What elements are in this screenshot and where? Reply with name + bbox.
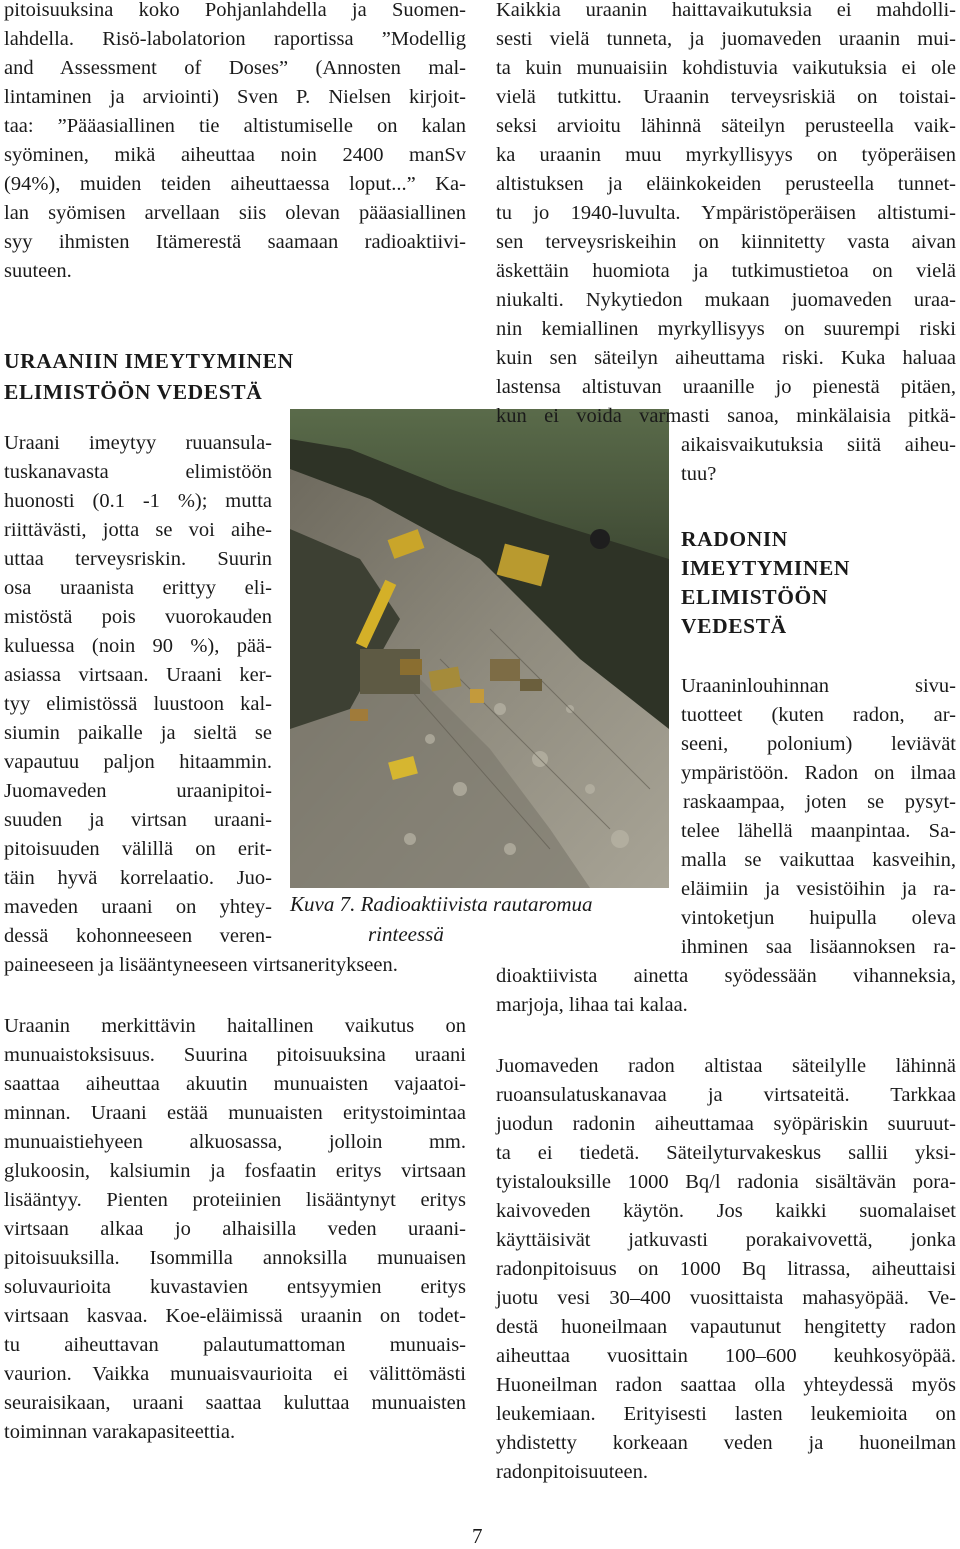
text-line: osa uraanista erittyy eli- bbox=[4, 577, 272, 599]
text-line: dessä kohonneeseen veren- bbox=[4, 925, 272, 947]
text-line: huonosti (0.1 -1 %); mutta bbox=[4, 490, 272, 512]
caption-line: rinteessä bbox=[368, 922, 444, 946]
text-line: minnan. Uraani estää munuaisten eritystoimintaa bbox=[4, 1102, 466, 1124]
text-line: glukoosin, kalsiumin ja fosfaatin eritys virtsaan bbox=[4, 1160, 466, 1182]
text-line: tyistalouksille 1000 Bq/l radonia sisältävän pora- bbox=[496, 1171, 956, 1193]
text-line: seeni, polonium) leviävät bbox=[681, 733, 956, 755]
text-line: lan syömisen arvellaan siis olevan pääasiallinen bbox=[4, 202, 466, 224]
text-line: käyttäisivät jatkuvasti porakaivovettä, jonka bbox=[496, 1229, 956, 1251]
text-line: vapautuu paljon hitaammin. bbox=[4, 751, 272, 773]
text-line: paineeseen ja lisääntyneeseen virtsaneritykseen. bbox=[4, 954, 398, 976]
text-line: asiassa virtsaan. Uraani ker- bbox=[4, 664, 272, 686]
text-line: syöminen, mikä aiheuttaa noin 2400 manSv bbox=[4, 144, 466, 166]
text-line: toiminnan varakapasiteettia. bbox=[4, 1421, 236, 1443]
text-line: saattaa aiheuttaa akuutin munuaisten vajaatoi- bbox=[4, 1073, 466, 1095]
text-line: virtsaan kasvaa. Koe-eläimissä uraanin on todet- bbox=[4, 1305, 466, 1327]
text-line: eläimiin ja vesistöihin ja ra- bbox=[681, 878, 956, 900]
text-line: ruoansulatuskanavaa ja virtsateitä. Tarkkaa bbox=[496, 1084, 956, 1106]
text-line: kaivoveden käytön. Jos kaikki suomalaiset bbox=[496, 1200, 956, 1222]
text-line: munuaistiehyeen alkuosassa, jolloin mm. bbox=[4, 1131, 466, 1153]
text-line: juotu vesi 30–400 vuosittaista mahasyöpää. Ve- bbox=[496, 1287, 956, 1309]
text-line: aikaisvaikutuksia siitä aiheu- bbox=[681, 434, 956, 456]
text-line: Juomaveden radon altistaa säteilylle lähinnä bbox=[496, 1055, 956, 1077]
text-line: altistuksen ja eläinkokeiden perusteella tunnet- bbox=[496, 173, 956, 195]
scrap-metal-hillside-photo bbox=[290, 409, 669, 888]
text-line: vintoketjun huipulla oleva bbox=[681, 907, 956, 929]
text-line: virtsaan alkaa jo alhaisilla veden uraani- bbox=[4, 1218, 466, 1240]
text-line: kuin sen säteilyn aiheuttama riski. Kuka haluaa bbox=[496, 347, 956, 369]
text-line: tyy elimistössä luustoon kal- bbox=[4, 693, 272, 715]
text-line: ihminen saa lisäannoksen ra- bbox=[681, 936, 956, 958]
text-line: dioaktiivista ainetta syödessään vihanneksia, bbox=[496, 965, 956, 987]
text-line: lisääntyy. Pienten proteiinien lisääntynyt eritys bbox=[4, 1189, 466, 1211]
text-line: tu aiheuttavan palautumattoman munuais- bbox=[4, 1334, 466, 1356]
text-line: tuskanavasta elimistöön bbox=[4, 461, 272, 483]
text-line: suuteen. bbox=[4, 260, 72, 282]
text-line: destä huoneilmaan vapautunut hengitetty radon bbox=[496, 1316, 956, 1338]
text-line: juodun radonin aiheuttamaa syöpäriskin suuruut- bbox=[496, 1113, 956, 1135]
text-line: soluvaurioita kuvastavien entsyymien eritys bbox=[4, 1276, 466, 1298]
text-line: Huoneilman radon saattaa olla yhteydessä myös bbox=[496, 1374, 956, 1396]
text-line: pitoisuuksilla. Isommilla annoksilla munuaisen bbox=[4, 1247, 466, 1269]
heading-line: ELIMISTÖÖN VEDESTÄ bbox=[4, 380, 263, 404]
text-line: lintaminen ja arviointi) Sven P. Nielsen kirjoit- bbox=[4, 86, 466, 108]
heading-line: ELIMISTÖÖN bbox=[681, 585, 828, 609]
text-line: and Assessment of Doses” (Annosten mal- bbox=[4, 57, 466, 79]
text-line: ka uraanin muu myrkyllisyys on työperäisen bbox=[496, 144, 956, 166]
page-number: 7 bbox=[472, 1524, 483, 1548]
text-line: Kaikkia uraanin haittavaikutuksia ei mahdolli- bbox=[496, 0, 956, 21]
text-line: niukalti. Nykytiedon mukaan juomaveden uraa- bbox=[496, 289, 956, 311]
text-line: Uraani imeytyy ruuansula- bbox=[4, 432, 272, 454]
text-line: seuraisikaan, uraani saattaa kuluttaa munuaisten bbox=[4, 1392, 466, 1414]
text-line: tu jo 1940-luvulta. Ympäristöperäisen altistumi- bbox=[496, 202, 956, 224]
text-line: radonpitoisuus on 1000 Bq litrassa, aiheuttaisi bbox=[496, 1258, 956, 1280]
heading-line: VEDESTÄ bbox=[681, 614, 787, 638]
text-line: tuu? bbox=[681, 463, 717, 485]
text-line: kuluessa (noin 90 %), pää- bbox=[4, 635, 272, 657]
text-line: kun ei voida varmasti sanoa, minkälaisia pitkä- bbox=[496, 405, 956, 427]
text-line: aiheuttaa vuosittain 100–600 keuhkosyöpää. bbox=[496, 1345, 956, 1367]
text-line: suuden ja virtsan uraani- bbox=[4, 809, 272, 831]
text-line: (94%), muiden teiden aiheuttaessa loput...” Ka- bbox=[4, 173, 466, 195]
text-line: Uraaninlouhinnan sivu- bbox=[681, 675, 956, 697]
text-line: taa: ”Pääasiallinen tie altistumiselle on kalan bbox=[4, 115, 466, 137]
text-line: raskaampaa, joten se pysyt- bbox=[683, 791, 956, 813]
text-line: leukemiaan. Erityisesti lasten leukemioita on bbox=[496, 1403, 956, 1425]
text-line: ta kuin munuaisiin kohdistuvia vaikutuksia ei ole bbox=[496, 57, 956, 79]
text-line: pitoisuuden välillä on erit- bbox=[4, 838, 272, 860]
text-line: radonpitoisuuteen. bbox=[496, 1461, 649, 1483]
text-line: munuaistoksisuus. Suurina pitoisuuksina uraani bbox=[4, 1044, 466, 1066]
text-line: äskettäin huomiota ja tutkimustietoa on vielä bbox=[496, 260, 956, 282]
text-line: täin hyvä korrelaatio. Juo- bbox=[4, 867, 272, 889]
text-line: Uraanin merkittävin haitallinen vaikutus on bbox=[4, 1015, 466, 1037]
text-line: vielä tutkittu. Uraanin terveysriskiä on toistai- bbox=[496, 86, 956, 108]
text-line: ta ei tiedetä. Säteilyturvakeskus sallii yksi- bbox=[496, 1142, 956, 1164]
text-line: telee lähellä maanpintaa. Sa- bbox=[681, 820, 956, 842]
text-line: siumin paikalle ja sieltä se bbox=[4, 722, 272, 744]
text-line: Juomaveden uraanipitoi- bbox=[4, 780, 272, 802]
text-line: uttaa terveysriskin. Suurin bbox=[4, 548, 272, 570]
heading-line: RADONIN bbox=[681, 527, 788, 551]
text-line: vaurion. Vaikka munuaisvaurioita ei välittömästi bbox=[4, 1363, 466, 1385]
text-line: seksi arvioitu lähinnä säteilyn perusteella vaik- bbox=[496, 115, 956, 137]
text-line: marjoja, lihaa tai kalaa. bbox=[496, 994, 688, 1016]
text-line: sen terveysriskeihin on kiinnitetty vasta aivan bbox=[496, 231, 956, 253]
text-line: riittävästi, jotta se voi aihe- bbox=[4, 519, 272, 541]
text-line: yhdistetty korkeaan veden ja huoneilman bbox=[496, 1432, 956, 1454]
text-line: ympäristöön. Radon on ilmaa bbox=[681, 762, 956, 784]
text-line: tuotteet (kuten radon, ar- bbox=[681, 704, 956, 726]
heading-line: IMEYTYMINEN bbox=[681, 556, 851, 580]
text-line: syy ihmisten Itämerestä saamaan radioaktiivi- bbox=[4, 231, 466, 253]
text-line: mistöstä pois vuorokauden bbox=[4, 606, 272, 628]
caption-line: Kuva 7. Radioaktiivista rautaromua bbox=[290, 892, 593, 916]
text-line: maveden uraani on yhtey- bbox=[4, 896, 272, 918]
text-line: sesti vielä tunneta, ja juomaveden uraanin mui- bbox=[496, 28, 956, 50]
heading-line: URAANIIN IMEYTYMINEN bbox=[4, 349, 294, 373]
text-line: lastensa altistuvan uraanille jo pienestä pitäen, bbox=[496, 376, 956, 398]
text-line: pitoisuuksina koko Pohjanlahdella ja Suomen- bbox=[4, 0, 466, 21]
text-line: nin kemiallinen myrkyllisyys on suurempi riski bbox=[496, 318, 956, 340]
text-line: lahdella. Risö-labolatorion raportissa ”Modellig bbox=[4, 28, 466, 50]
text-line: malla se vaikuttaa kasveihin, bbox=[681, 849, 956, 871]
